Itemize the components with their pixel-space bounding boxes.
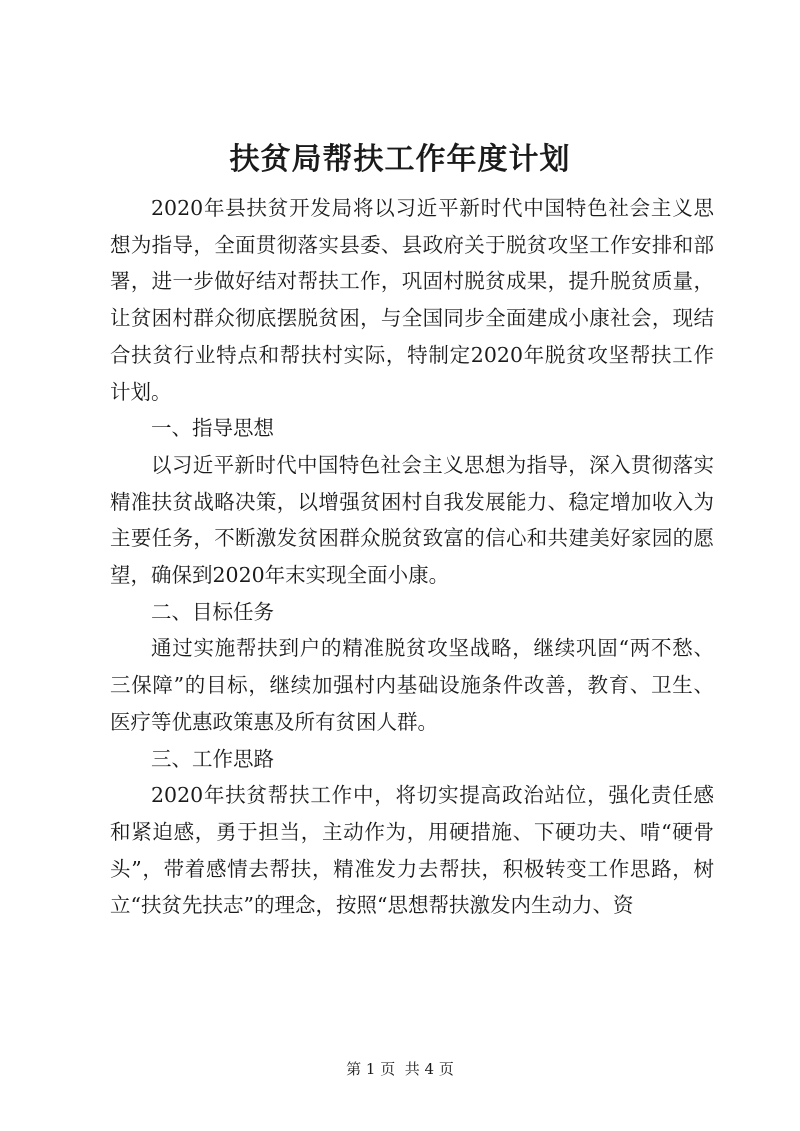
page-total: 共 4 页 <box>404 1060 454 1078</box>
page-number: 第 1 页 <box>346 1060 396 1078</box>
document-title: 扶贫局帮扶工作年度计划 <box>229 142 571 177</box>
section-paragraph-guiding-ideology: 以习近平新时代中国特色社会主义思想为指导，深入贯彻落实精准扶贫战略决策，以增强贫困村自我发展能力、稳定增加收入为主要任务，不断激发贫困群众脱贫致富的信心和共建美好家园的愿望，确保到2020年末实现全面小康。 <box>110 452 714 588</box>
section-heading-guiding-ideology: 一、指导思想 <box>151 416 274 441</box>
section-heading-work-approach: 三、工作思路 <box>151 746 274 771</box>
section-paragraph-work-approach: 2020年扶贫帮扶工作中，将切实提高政治站位，强化责任感和紧迫感，勇于担当，主动作为，用硬措施、下硬功夫、啃“硬骨头”，带着感情去帮扶，精准发力去帮扶，积极转变工作思路，树立“扶贫先扶志”的理念，按照“思想帮扶激发内生动力、资 <box>110 783 714 918</box>
document-body <box>110 190 714 924</box>
page-footer <box>0 1059 800 1079</box>
intro-paragraph: 2020年县扶贫开发局将以习近平新时代中国特色社会主义思想为指导，全面贯彻落实县委、县政府关于脱贫攻坚工作安排和部署，进一步做好结对帮扶工作，巩固村脱贫成果，提升脱贫质量，让贫困村群众彻底摆脱贫困，与全国同步全面建成小康社会，现结合扶贫行业特点和帮扶村实际，特制定2020年脱贫攻坚帮扶工作计划。 <box>110 196 714 404</box>
section-paragraph-goals-tasks: 通过实施帮扶到户的精准脱贫攻坚战略，继续巩固“两不愁、三保障”的目标，继续加强村内基础设施条件改善，教育、卫生、医疗等优惠政策惠及所有贫困人群。 <box>110 636 714 734</box>
section-heading-goals-tasks: 二、目标任务 <box>151 599 274 624</box>
